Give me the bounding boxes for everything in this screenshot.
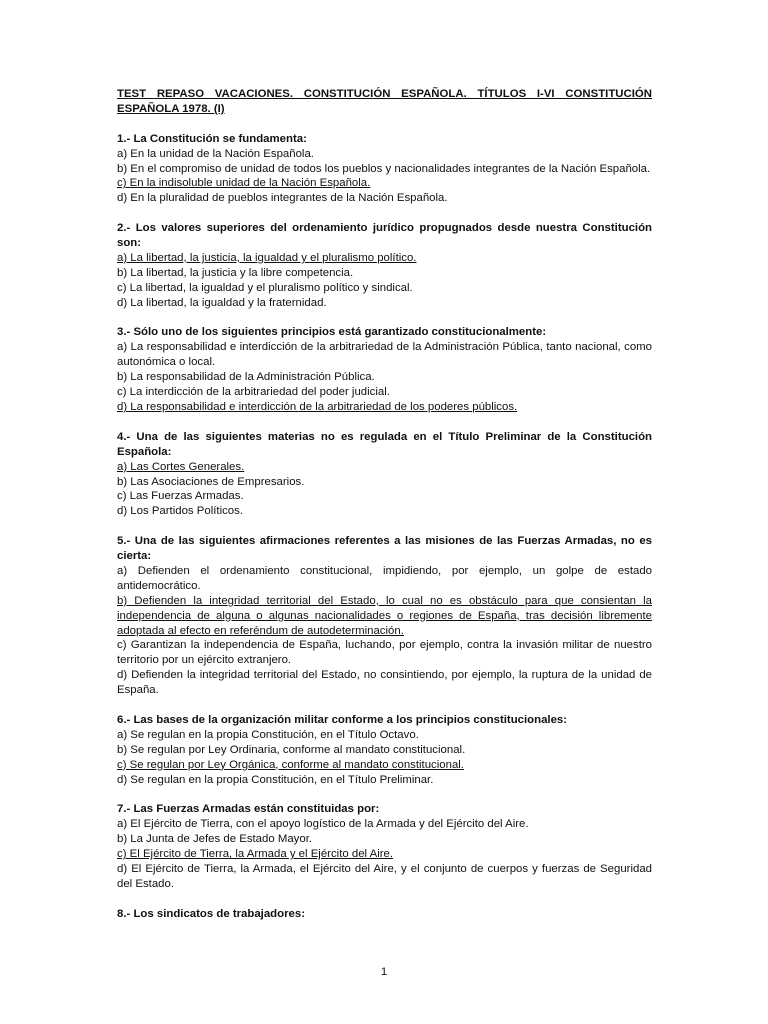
- answer-option-correct: c) Se regulan por Ley Orgánica, conforme al mandato constitucional.: [117, 758, 464, 771]
- answer-option-correct: a) La libertad, la justicia, la igualdad y el pluralismo político.: [117, 251, 417, 264]
- question-block: [117, 221, 652, 310]
- question-block: [117, 325, 652, 414]
- question-text: 4.- Una de las siguientes materias no es regulada en el Título Preliminar de la Constitución Española:: [117, 430, 652, 458]
- answer-option-correct: d) La responsabilidad e interdicción de la arbitrariedad de los poderes públicos.: [117, 400, 518, 413]
- question-text: 8.- Los sindicatos de trabajadores:: [117, 907, 305, 920]
- answer-option: b) La Junta de Jefes de Estado Mayor.: [117, 833, 313, 846]
- question-text: 6.- Las bases de la organización militar conforme a los principios constitucionales:: [117, 713, 568, 726]
- answer-option: a) La responsabilidad e interdicción de la arbitrariedad de la Administración Pública, tanto nacional, como autonómica o local.: [117, 341, 652, 369]
- document-title: TEST REPASO VACACIONES. CONSTITUCIÓN ESPAÑOLA. TÍTULOS I-VI CONSTITUCIÓN ESPAÑOLA 1978. (I): [117, 88, 652, 115]
- question-block: [117, 430, 652, 519]
- question-text: 1.- La Constitución se fundamenta:: [117, 132, 307, 145]
- document-page: [117, 87, 652, 937]
- question-text: 2.- Los valores superiores del ordenamiento jurídico propugnados desde nuestra Constitución son:: [117, 222, 652, 250]
- answer-option-correct: b) Defienden la integridad territorial del Estado, lo cual no es obstáculo para que consientan la independencia de alguna o algunas nacionalidades o regiones de España, tras decisión libremente adoptada al efecto en referéndum de autodeterminación.: [117, 594, 652, 637]
- question-block: [117, 713, 652, 788]
- answer-option: a) El Ejército de Tierra, con el apoyo logístico de la Armada y del Ejército del Aire.: [117, 818, 529, 831]
- answer-option: c) Garantizan la independencia de España, luchando, por ejemplo, contra la invasión militar de nuestro territorio por un ejército extranjero.: [117, 639, 652, 667]
- answer-option: b) Se regulan por Ley Ordinaria, conforme al mandato constitucional.: [117, 743, 466, 756]
- answer-option: b) La libertad, la justicia y la libre competencia.: [117, 266, 354, 279]
- answer-option: b) En el compromiso de unidad de todos los pueblos y nacionalidades integrantes de la Nación Española.: [117, 162, 651, 175]
- question-block: [117, 132, 652, 207]
- answer-option: d) La libertad, la igualdad y la fraternidad.: [117, 296, 327, 309]
- answer-option: d) Defienden la integridad territorial del Estado, no consintiendo, por ejemplo, la ruptura de la unidad de España.: [117, 669, 652, 697]
- question-text: 3.- Sólo uno de los siguientes principios está garantizado constitucionalmente:: [117, 326, 547, 339]
- answer-option: d) El Ejército de Tierra, la Armada, el Ejército del Aire, y el conjunto de cuerpos y fuerzas de Seguridad del Estado.: [117, 863, 652, 890]
- answer-option-correct: a) Las Cortes Generales.: [117, 460, 245, 473]
- answer-option-correct: c) El Ejército de Tierra, la Armada y el Ejército del Aire.: [117, 848, 394, 861]
- question-block: [117, 802, 652, 891]
- question-block: [117, 534, 652, 698]
- answer-option: a) Se regulan en la propia Constitución, en el Título Octavo.: [117, 728, 419, 741]
- answer-option: c) Las Fuerzas Armadas.: [117, 490, 244, 503]
- answer-option: b) La responsabilidad de la Administración Pública.: [117, 371, 375, 384]
- answer-option: d) En la pluralidad de pueblos integrantes de la Nación Española.: [117, 192, 448, 205]
- answer-option-correct: c) En la indisoluble unidad de la Nación Española.: [117, 177, 371, 190]
- answer-option: d) Los Partidos Políticos.: [117, 505, 243, 518]
- page-number: 1: [380, 966, 388, 978]
- question-block: [117, 907, 652, 922]
- answer-option: a) En la unidad de la Nación Española.: [117, 147, 314, 160]
- answer-option: c) La libertad, la igualdad y el pluralismo político y sindical.: [117, 281, 413, 294]
- question-text: 7.- Las Fuerzas Armadas están constituidas por:: [117, 803, 380, 816]
- question-text: 5.- Una de las siguientes afirmaciones referentes a las misiones de las Fuerzas Armadas, no es cierta:: [117, 535, 652, 563]
- question-list: [117, 132, 652, 922]
- answer-option: c) La interdicción de la arbitrariedad del poder judicial.: [117, 386, 390, 399]
- answer-option: d) Se regulan en la propia Constitución, en el Título Preliminar.: [117, 773, 434, 786]
- answer-option: b) Las Asociaciones de Empresarios.: [117, 475, 305, 488]
- answer-option: a) Defienden el ordenamiento constitucional, impidiendo, por ejemplo, un golpe de estado antidemocrático.: [117, 564, 652, 592]
